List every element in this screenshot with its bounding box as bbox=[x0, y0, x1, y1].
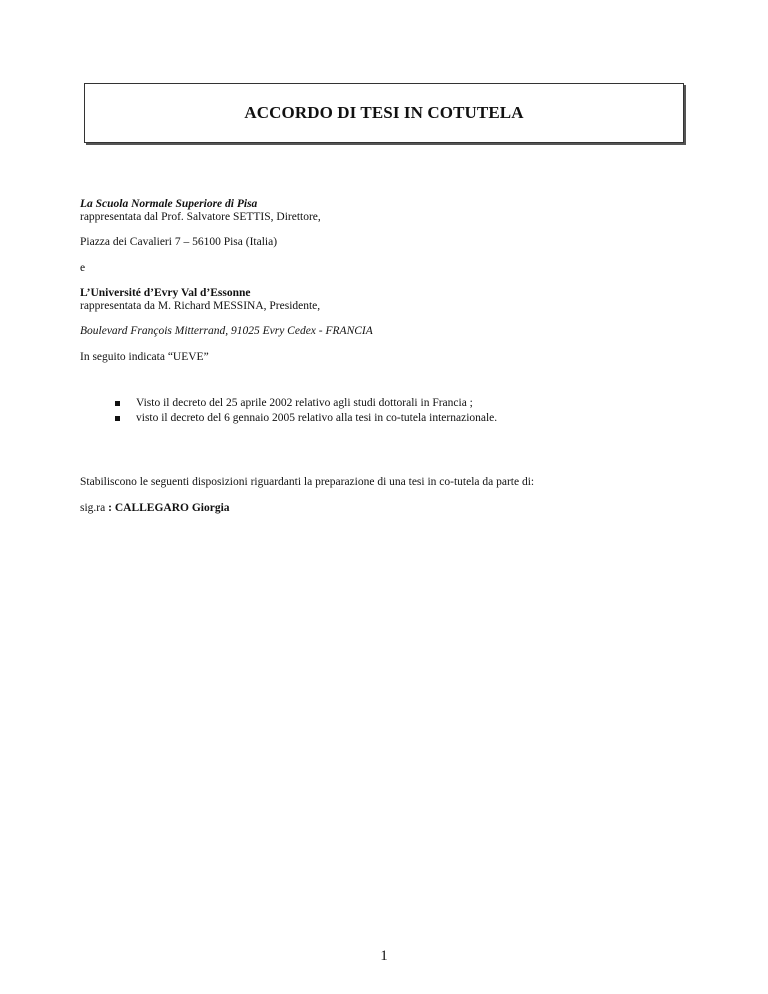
consideration-item: Visto il decreto del 25 aprile 2002 relativo agli studi dottorali in Francia ; bbox=[136, 397, 473, 409]
consideration-item: visto il decreto del 6 gennaio 2005 relativo alla tesi in co-tutela internazionale. bbox=[136, 412, 498, 424]
party2-alias: In seguito indicata “UEVE” bbox=[80, 351, 209, 363]
party2-address: Boulevard François Mitterrand, 91025 Evry Cedex - FRANCIA bbox=[80, 325, 373, 337]
title-box bbox=[84, 83, 684, 143]
candidate-name: CALLEGARO Giorgia bbox=[114, 502, 230, 514]
party2-name: L’Université d’Evry Val d’Essonne bbox=[80, 287, 251, 299]
party2-represented: rappresentata da M. Richard MESSINA, Presidente, bbox=[80, 300, 321, 312]
party1-represented: rappresentata dal Prof. Salvatore SETTIS, Direttore, bbox=[80, 211, 321, 223]
provisions-intro: Stabiliscono le seguenti disposizioni riguardanti la preparazione di una tesi in co-tutela da parte di: bbox=[80, 476, 535, 488]
bullet-marker bbox=[115, 416, 120, 421]
party1-name: La Scuola Normale Superiore di Pisa bbox=[80, 198, 258, 210]
candidate-line bbox=[80, 501, 230, 515]
document-title: ACCORDO DI TESI IN COTUTELA bbox=[244, 103, 524, 122]
party1-address: Piazza dei Cavalieri 7 – 56100 Pisa (Italia) bbox=[80, 236, 278, 248]
conjunction: e bbox=[80, 262, 86, 274]
page-number: 1 bbox=[380, 948, 388, 964]
bullet-marker bbox=[115, 401, 120, 406]
candidate-separator: : bbox=[105, 502, 115, 514]
candidate-label: sig.ra bbox=[80, 502, 106, 514]
